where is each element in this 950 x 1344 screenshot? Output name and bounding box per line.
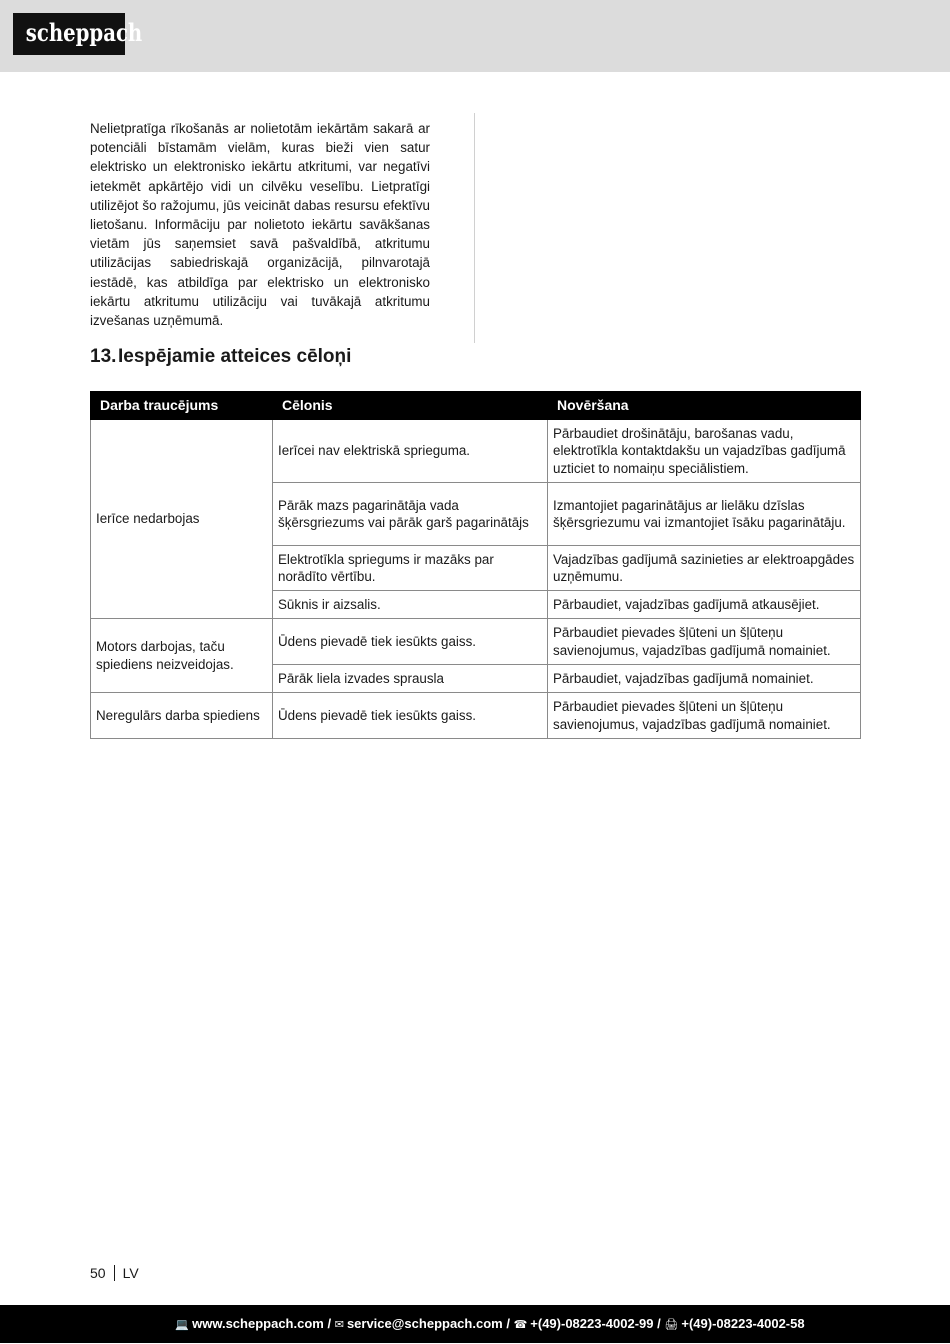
cause-cell: Ierīcei nav elektriskā sprieguma.	[273, 420, 548, 483]
fault-cell: Ierīce nedarbojas	[91, 420, 273, 619]
cause-cell: Pārāk mazs pagarinātāja vada šķērsgriezums vai pārāk garš pagarinātājs	[273, 483, 548, 546]
phone-number[interactable]: +(49)-08223-4002-99	[530, 1316, 654, 1331]
table-row	[91, 420, 861, 483]
contact-bar	[0, 1305, 950, 1343]
fax-number: +(49)-08223-4002-58	[681, 1316, 805, 1331]
remedy-cell: Pārbaudiet drošinātāju, barošanas vadu, elektrotīkla kontaktdakšu un vajadzības gadījumā uzticiet to nomaiņu speciālistiem.	[548, 420, 861, 483]
column-divider	[474, 113, 475, 343]
cause-cell: Pārāk liela izvades sprausla	[273, 665, 548, 693]
fault-cell: Motors darbojas, taču spiediens neizveidojas.	[91, 619, 273, 693]
table-row	[91, 619, 861, 665]
page-number: 50	[90, 1265, 106, 1281]
remedy-cell: Pārbaudiet pievades šļūteni un šļūteņu savienojumus, vajadzības gadījumā nomainiet.	[548, 619, 861, 665]
cause-cell: Elektrotīkla spriegums ir mazāks par norādīto vērtību.	[273, 546, 548, 591]
column-header-remedy: Novēršana	[548, 392, 861, 420]
column-header-fault: Darba traucējums	[91, 392, 273, 420]
section-title: Iespējamie atteices cēloņi	[118, 346, 352, 367]
phone-icon: ☎	[513, 1318, 528, 1331]
column-header-cause: Cēlonis	[273, 392, 548, 420]
fax-icon: 🖨	[664, 1318, 679, 1331]
email-icon: ✉	[334, 1318, 344, 1331]
contact-separator: /	[327, 1316, 332, 1331]
language-code: LV	[122, 1265, 139, 1281]
website-link[interactable]: www.scheppach.com	[192, 1316, 324, 1331]
contact-separator: /	[657, 1316, 661, 1331]
header-bar	[0, 0, 950, 72]
cause-cell: Ūdens pievadē tiek iesūkts gaiss.	[273, 693, 548, 739]
footer-divider	[114, 1265, 115, 1281]
section-heading	[90, 345, 351, 369]
cause-cell: Ūdens pievadē tiek iesūkts gaiss.	[273, 619, 548, 665]
remedy-cell: Pārbaudiet, vajadzības gadījumā atkausējiet.	[548, 591, 861, 619]
remedy-cell: Izmantojiet pagarinātājus ar lielāku dzīslas šķērsgriezumu vai izmantojiet īsāku pagarinātāju.	[548, 483, 861, 546]
scheppach-logo: scheppach	[13, 13, 125, 55]
table-row	[91, 693, 861, 739]
table-header-row	[91, 392, 861, 420]
email-link[interactable]: service@scheppach.com	[346, 1316, 503, 1331]
contact-separator: /	[506, 1316, 510, 1331]
section-number: 13.	[90, 346, 117, 367]
remedy-cell: Vajadzības gadījumā sazinieties ar elektroapgādes uzņēmumu.	[548, 546, 861, 591]
computer-icon: 💻	[175, 1318, 190, 1331]
disposal-paragraph: Nelietpratīga rīkošanās ar nolietotām iekārtām sakarā ar potenciāli bīstamām vielām, kuras bieži vien satur elektrisko un elektronisko iekārtu atkritumi, var negatīvi ietekmēt apkārtējo vidi un cilvēku veselību. Lietpratīgi utilizējot šo ražojumu, jūs veicināt dabas resursu efektīvu lietošanu. Informāciju par nolietoto iekārtu savākšanas vietām jūs saņemsiet savā pašvaldībā, atkritumu utilizācijas sabiedriskajā organizācijā, pilnvarotajā iestādē, kas atbildīga par elektrisko un elektronisko iekārtu atkritumu utilizāciju vai tuvākajā atkritumu izvešanas uzņēmumā.	[90, 121, 430, 329]
cause-cell: Sūknis ir aizsalis.	[273, 591, 548, 619]
fault-cell: Neregulārs darba spiediens	[91, 693, 273, 739]
troubleshooting-table	[90, 391, 861, 739]
remedy-cell: Pārbaudiet, vajadzības gadījumā nomainiet.	[548, 665, 861, 693]
page-footer-meta	[90, 1264, 139, 1282]
remedy-cell: Pārbaudiet pievades šļūteni un šļūteņu savienojumus, vajadzības gadījumā nomainiet.	[548, 693, 861, 739]
